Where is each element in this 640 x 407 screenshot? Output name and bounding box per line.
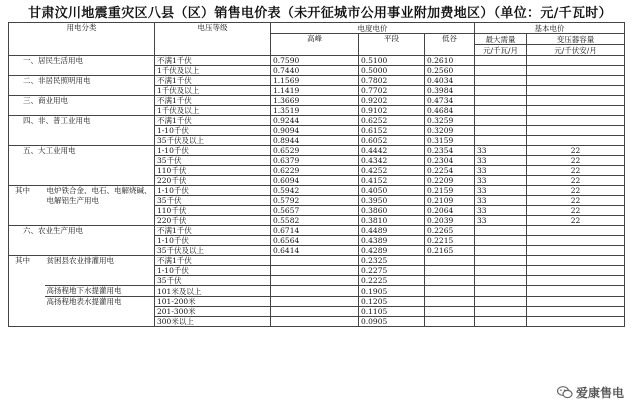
price-table-body [9, 23, 625, 327]
max-demand-cell [475, 317, 527, 327]
voltage-cell: 35千伏 [155, 276, 271, 286]
valley-cell [425, 266, 475, 276]
valley-cell: 0.2109 [425, 196, 475, 206]
max-demand-cell [475, 126, 527, 136]
voltage-cell: 1千伏及以上 [155, 86, 271, 96]
flat-cell: 0.1105 [359, 307, 425, 317]
transformer-cell [527, 226, 625, 236]
transformer-cell [527, 66, 625, 76]
flat-cell: 0.7802 [359, 76, 425, 86]
flat-cell: 0.5100 [359, 56, 425, 66]
peak-cell: 0.6229 [271, 166, 359, 176]
flat-cell: 0.3950 [359, 196, 425, 206]
voltage-cell: 1-10千伏 [155, 186, 271, 196]
valley-cell: 0.2215 [425, 236, 475, 246]
header-voltage: 电压等级 [155, 23, 271, 56]
valley-cell: 0.2265 [425, 226, 475, 236]
valley-cell [425, 256, 475, 266]
peak-cell: 0.6529 [271, 146, 359, 156]
voltage-cell: 不满1千伏 [155, 226, 271, 236]
transformer-cell [527, 297, 625, 307]
voltage-cell: 1千伏及以上 [155, 106, 271, 116]
header-category: 用电分类 [9, 23, 155, 56]
peak-cell [271, 317, 359, 327]
max-demand-cell: 33 [475, 206, 527, 216]
peak-cell: 0.9094 [271, 126, 359, 136]
transformer-cell: 22 [527, 176, 625, 186]
table-row [9, 186, 625, 196]
max-demand-cell [475, 56, 527, 66]
watermark [555, 384, 626, 401]
valley-cell: 0.2304 [425, 156, 475, 166]
valley-cell [425, 286, 475, 297]
voltage-cell: 1-10千伏 [155, 236, 271, 246]
max-demand-cell [475, 66, 527, 76]
peak-cell: 0.5942 [271, 186, 359, 196]
peak-cell [271, 256, 359, 266]
qizhong-label: 其中 [9, 186, 45, 226]
category-commercial: 三、商业用电 [9, 96, 155, 116]
transformer-cell [527, 307, 625, 317]
voltage-cell: 201-300米 [155, 307, 271, 317]
max-demand-cell [475, 307, 527, 317]
peak-cell: 0.6414 [271, 246, 359, 256]
transformer-cell: 22 [527, 166, 625, 176]
flat-cell: 0.4342 [359, 156, 425, 166]
flat-cell: 0.6052 [359, 136, 425, 146]
voltage-cell: 101-200米 [155, 297, 271, 307]
valley-cell: 0.2064 [425, 206, 475, 216]
max-demand-cell [475, 86, 527, 96]
valley-cell [425, 317, 475, 327]
valley-cell: 0.2560 [425, 66, 475, 76]
max-demand-cell: 33 [475, 216, 527, 226]
voltage-cell: 35千伏 [155, 156, 271, 166]
flat-cell: 0.0905 [359, 317, 425, 327]
transformer-cell [527, 276, 625, 286]
peak-cell: 0.7440 [271, 66, 359, 76]
flat-cell: 0.7702 [359, 86, 425, 96]
table-row [9, 256, 625, 266]
transformer-cell [527, 256, 625, 266]
transformer-cell: 22 [527, 186, 625, 196]
transformer-cell [527, 76, 625, 86]
flat-cell: 0.4152 [359, 176, 425, 186]
header-max-demand: 最大需量 [475, 34, 527, 45]
max-demand-cell [475, 76, 527, 86]
transformer-cell: 22 [527, 206, 625, 216]
max-demand-cell [475, 266, 527, 276]
transformer-cell [527, 116, 625, 126]
page-title: 甘肃汶川地震重灾区八县（区）销售电价表（未开征城市公用事业附加费地区）（单位：元/千瓦时） [28, 6, 612, 21]
valley-cell: 0.2159 [425, 186, 475, 196]
peak-cell: 0.6714 [271, 226, 359, 236]
peak-cell [271, 297, 359, 307]
flat-cell: 0.4442 [359, 146, 425, 156]
peak-cell: 1.1419 [271, 86, 359, 96]
voltage-cell: 1-10千伏 [155, 146, 271, 156]
transformer-cell [527, 136, 625, 146]
transformer-cell [527, 317, 625, 327]
voltage-cell: 不满1千伏 [155, 256, 271, 266]
valley-cell [425, 276, 475, 286]
subcategory-ferroalloy: 电炉铁合金、电石、电解烧碱、电解铝生产用电 [45, 186, 155, 226]
valley-cell: 0.2254 [425, 166, 475, 176]
price-table [8, 22, 625, 327]
flat-cell: 0.4289 [359, 246, 425, 256]
max-demand-cell [475, 136, 527, 146]
voltage-cell: 1千伏及以上 [155, 66, 271, 76]
transformer-cell [527, 246, 625, 256]
valley-cell: 0.3259 [425, 116, 475, 126]
max-demand-cell: 33 [475, 186, 527, 196]
max-demand-cell [475, 246, 527, 256]
transformer-cell [527, 236, 625, 246]
header-basic-price: 基本电价 [475, 23, 625, 34]
peak-cell [271, 266, 359, 276]
transformer-cell [527, 56, 625, 66]
max-demand-cell: 33 [475, 156, 527, 166]
transformer-cell: 22 [527, 216, 625, 226]
max-demand-cell [475, 256, 527, 266]
header-transformer: 变压器容量 [527, 34, 625, 45]
valley-cell: 0.2165 [425, 246, 475, 256]
table-row [9, 286, 625, 297]
qizhong-label: 其中 [9, 256, 45, 327]
max-demand-cell [475, 106, 527, 116]
valley-cell: 0.2354 [425, 146, 475, 156]
table-row [9, 76, 625, 86]
max-demand-cell [475, 286, 527, 297]
voltage-cell: 35千伏 [155, 196, 271, 206]
transformer-cell [527, 286, 625, 297]
flat-cell: 0.5000 [359, 66, 425, 76]
voltage-cell: 101米及以上 [155, 286, 271, 297]
voltage-cell: 不满1千伏 [155, 56, 271, 66]
voltage-cell: 1-10千伏 [155, 126, 271, 136]
peak-cell: 0.6379 [271, 156, 359, 166]
max-demand-cell: 33 [475, 176, 527, 186]
voltage-cell: 300米以上 [155, 317, 271, 327]
category-residential: 一、居民生活用电 [9, 56, 155, 76]
flat-cell: 0.1905 [359, 286, 425, 297]
voltage-cell: 35千伏及以上 [155, 136, 271, 146]
valley-cell [425, 307, 475, 317]
valley-cell: 0.4034 [425, 76, 475, 86]
voltage-cell: 1-10千伏 [155, 266, 271, 276]
flat-cell: 0.6252 [359, 116, 425, 126]
header-flat: 平段 [359, 34, 425, 56]
category-agriculture: 六、农业生产用电 [9, 226, 155, 256]
table-row [9, 116, 625, 126]
peak-cell: 1.3519 [271, 106, 359, 116]
peak-cell: 0.5657 [271, 206, 359, 216]
header-row-1 [9, 23, 625, 34]
peak-cell: 0.6094 [271, 176, 359, 186]
max-demand-cell: 33 [475, 196, 527, 206]
valley-cell: 0.2610 [425, 56, 475, 66]
max-demand-cell: 33 [475, 166, 527, 176]
peak-cell [271, 286, 359, 297]
category-general-industry: 四、非、普工业用电 [9, 116, 155, 146]
max-demand-cell [475, 226, 527, 236]
header-transformer-unit: 元/千伏安/月 [527, 45, 625, 56]
subcategory-poor-county-irrigation: 贫困县农业排灌用电 [45, 256, 155, 286]
valley-cell: 0.4734 [425, 96, 475, 106]
max-demand-cell [475, 276, 527, 286]
voltage-cell: 110千伏 [155, 206, 271, 216]
transformer-cell [527, 86, 625, 96]
max-demand-cell [475, 116, 527, 126]
transformer-cell [527, 106, 625, 116]
flat-cell: 0.3860 [359, 206, 425, 216]
max-demand-cell [475, 96, 527, 106]
voltage-cell: 220千伏 [155, 216, 271, 226]
wechat-icon [557, 386, 573, 399]
header-valley: 低谷 [425, 34, 475, 56]
header-kwh-price: 电度电价 [271, 23, 475, 34]
valley-cell [425, 297, 475, 307]
valley-cell: 0.3159 [425, 136, 475, 146]
peak-cell: 0.9244 [271, 116, 359, 126]
max-demand-cell [475, 297, 527, 307]
subcategory-groundwater-lift: 高扬程地下水提灌用电 [45, 286, 155, 297]
flat-cell: 0.4389 [359, 236, 425, 246]
transformer-cell [527, 126, 625, 136]
valley-cell: 0.3209 [425, 126, 475, 136]
transformer-cell [527, 266, 625, 276]
voltage-cell: 35千伏及以上 [155, 246, 271, 256]
table-row [9, 226, 625, 236]
valley-cell: 0.4684 [425, 106, 475, 116]
peak-cell: 1.1569 [271, 76, 359, 86]
category-large-industry: 五、大工业用电 [9, 146, 155, 186]
flat-cell: 0.6152 [359, 126, 425, 136]
voltage-cell: 220千伏 [155, 176, 271, 186]
transformer-cell: 22 [527, 196, 625, 206]
peak-cell [271, 276, 359, 286]
peak-cell: 0.5792 [271, 196, 359, 206]
table-row [9, 146, 625, 156]
voltage-cell: 不满1千伏 [155, 76, 271, 86]
table-row [9, 96, 625, 106]
peak-cell [271, 307, 359, 317]
flat-cell: 0.9102 [359, 106, 425, 116]
max-demand-cell [475, 236, 527, 246]
valley-cell: 0.3984 [425, 86, 475, 96]
transformer-cell: 22 [527, 156, 625, 166]
table-row [9, 297, 625, 307]
peak-cell: 1.3669 [271, 96, 359, 106]
flat-cell: 0.2225 [359, 276, 425, 286]
peak-cell: 0.8944 [271, 136, 359, 146]
voltage-cell: 110千伏 [155, 166, 271, 176]
header-max-demand-unit: 元/千瓦/月 [475, 45, 527, 56]
voltage-cell: 不满1千伏 [155, 96, 271, 106]
flat-cell: 0.2325 [359, 256, 425, 266]
category-non-residential-lighting: 二、非居民照明用电 [9, 76, 155, 96]
max-demand-cell: 33 [475, 146, 527, 156]
transformer-cell: 22 [527, 146, 625, 156]
watermark-text: 爱康售电 [575, 386, 624, 400]
valley-cell: 0.2209 [425, 176, 475, 186]
table-row [9, 56, 625, 66]
flat-cell: 0.2275 [359, 266, 425, 276]
flat-cell: 0.1205 [359, 297, 425, 307]
peak-cell: 0.6564 [271, 236, 359, 246]
flat-cell: 0.3810 [359, 216, 425, 226]
subcategory-surface-water-lift: 高扬程地表水提灌用电 [45, 297, 155, 327]
flat-cell: 0.4489 [359, 226, 425, 236]
flat-cell: 0.4252 [359, 166, 425, 176]
voltage-cell: 不满1千伏 [155, 116, 271, 126]
valley-cell: 0.2039 [425, 216, 475, 226]
header-peak: 高峰 [271, 34, 359, 56]
peak-cell: 0.7590 [271, 56, 359, 66]
flat-cell: 0.9202 [359, 96, 425, 106]
transformer-cell [527, 96, 625, 106]
flat-cell: 0.4050 [359, 186, 425, 196]
peak-cell: 0.5582 [271, 216, 359, 226]
